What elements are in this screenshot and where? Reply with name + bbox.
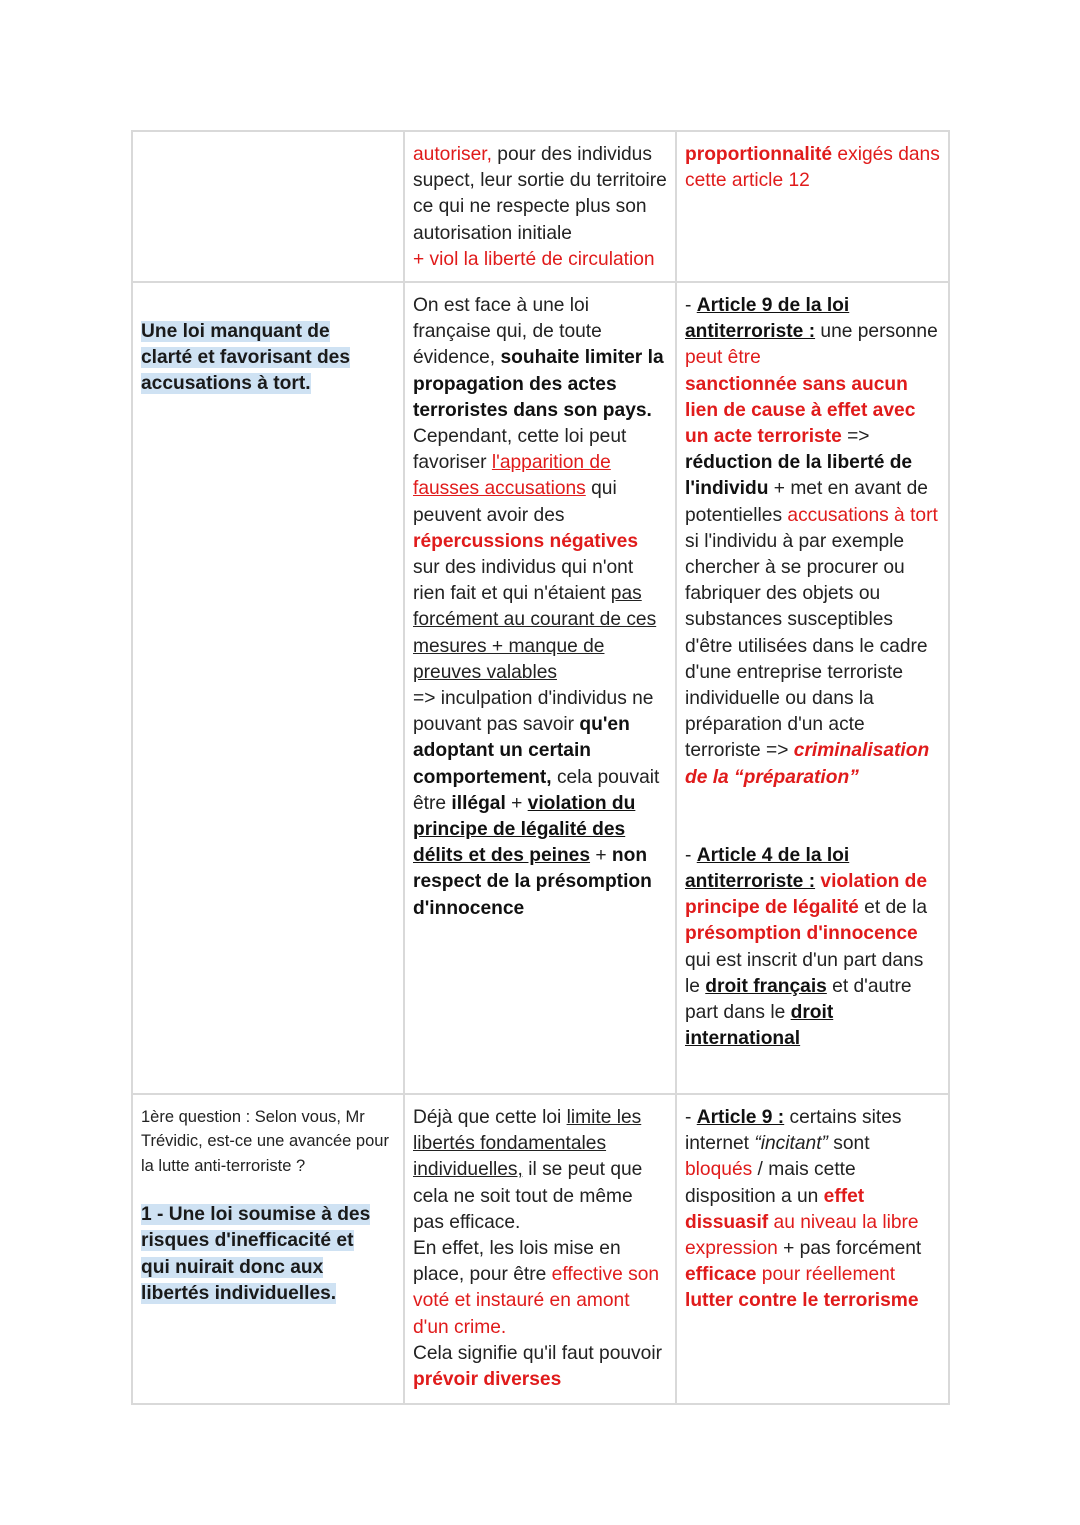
text-fragment: sur des individus qui n'ont rien fait et qui n'étaient xyxy=(413,557,634,605)
text-fragment: Cela signifie qu'il faut pouvoir xyxy=(413,1342,662,1364)
row1-col2-cell xyxy=(404,131,676,282)
text-fragment: proportionnalité xyxy=(685,144,833,165)
text-fragment: certains sites internet xyxy=(685,1107,902,1155)
row3-col1-cell xyxy=(132,1094,404,1404)
text-fragment: Déjà que cette loi xyxy=(413,1107,567,1129)
text-fragment: sont xyxy=(827,1133,870,1155)
text-fragment: + xyxy=(590,845,612,867)
text-fragment: lutter contre le terrorisme xyxy=(685,1290,919,1312)
text-fragment: Cependant, cette loi peut favoriser xyxy=(413,426,627,474)
row2-col1-cell xyxy=(132,282,404,1094)
text-fragment: répercussions négatives xyxy=(413,530,639,552)
text-fragment: au niveau la libre expression xyxy=(685,1211,919,1260)
text-fragment: et de la xyxy=(858,897,928,919)
text-fragment: - xyxy=(685,295,697,317)
text-fragment: effet dissuasif xyxy=(685,1185,865,1233)
text-fragment: On est face à une loi française qui, de toute évidence, xyxy=(413,295,602,369)
text-fragment: une personne xyxy=(815,321,938,343)
text-fragment: droit international xyxy=(685,1002,834,1050)
row2-col2-cell xyxy=(404,282,676,1094)
text-fragment: criminalisation de la “préparation” xyxy=(685,740,930,788)
section-heading: clarté et favorisant des xyxy=(141,347,351,369)
text-fragment: si l'individu à par exemple chercher à se procurer ou fabriquer des objets ou substances susceptibles d'être utilisées dans le cadre d'une entreprise terroriste individuelle ou dans la préparation d'un acte terroriste => xyxy=(685,530,928,762)
question-text: 1ère question : Selon vous, Mr Trévidic, est-ce une avancée pour la lutte anti-terroriste ? xyxy=(141,1108,389,1175)
section-heading: 1 - Une loi soumise à des xyxy=(141,1204,371,1226)
text-fragment: peut être xyxy=(685,347,761,369)
table-row xyxy=(132,282,949,1094)
text-fragment: qu'en adoptant un certain comportement, xyxy=(413,714,630,788)
row1-col1-cell xyxy=(132,131,404,282)
text-fragment: non respect de la présomption d'innocence xyxy=(413,845,652,919)
text-fragment: efficace xyxy=(685,1264,757,1286)
text-fragment: qui est inscrit d'un part dans le xyxy=(685,949,924,997)
text-fragment: => inculpation d'individus ne pouvant pas savoir xyxy=(413,688,654,736)
text-fragment: l'apparition de fausses accusations xyxy=(413,452,611,500)
text-fragment: / mais cette disposition a un xyxy=(685,1159,856,1207)
text-fragment: - xyxy=(685,844,697,866)
table-row xyxy=(132,1094,949,1404)
text-fragment: + xyxy=(505,792,528,814)
text-fragment: qui peuvent avoir des xyxy=(413,478,617,526)
text-fragment: autoriser, xyxy=(413,144,492,165)
text-fragment: effective son voté et instauré en amont d'un crime. xyxy=(413,1264,660,1338)
text-fragment: bloqués xyxy=(685,1159,753,1181)
section-heading: risques d'inefficacité et xyxy=(141,1230,354,1252)
text-fragment: limite les libertés fondamentales individuelles, xyxy=(413,1107,642,1181)
text-fragment: droit français xyxy=(705,975,827,997)
text-fragment: présomption d'innocence xyxy=(685,923,918,945)
text-fragment: Article 9 : xyxy=(696,1107,785,1129)
text-fragment: pour des individus supect, leur sortie du territoire ce qui ne respecte plus son autorisation initiale xyxy=(413,144,667,244)
text-fragment: il se peut que cela ne soit tout de même pas efficace. xyxy=(413,1159,643,1233)
text-fragment: illégal xyxy=(451,792,506,814)
text-fragment: accusations à tort xyxy=(787,504,938,526)
text-fragment: prévoir diverses xyxy=(413,1369,562,1391)
text-fragment: + met en avant de potentielles xyxy=(685,478,928,526)
row1-col3-cell xyxy=(676,131,949,282)
text-fragment: exigés dans cette article 12 xyxy=(685,144,940,192)
row3-col2-cell xyxy=(404,1094,676,1404)
section-heading: Une loi manquant de xyxy=(141,321,330,343)
text-fragment: cela pouvait être xyxy=(413,766,660,814)
text-fragment: En effet, les lois mise en place, pour être xyxy=(413,1238,621,1286)
text-fragment: souhaite limiter la propagation des actes terroristes dans son pays. xyxy=(413,347,664,421)
row3-col3-cell xyxy=(676,1094,949,1404)
row2-col3-cell xyxy=(676,282,949,1094)
section-heading: accusations à tort. xyxy=(141,373,311,395)
text-fragment: “incitant” xyxy=(754,1133,828,1155)
notes-table xyxy=(131,130,950,1405)
text-fragment: Article 9 de la loi antiterroriste : xyxy=(685,295,850,343)
text-fragment: + pas forcément xyxy=(777,1238,922,1260)
text-fragment: violation de principe de légalité xyxy=(685,871,928,919)
text-fragment: Article 4 de la loi antiterroriste : xyxy=(685,844,850,893)
text-fragment: sanctionnée sans aucun lien de cause à effet avec un acte terroriste xyxy=(685,373,916,448)
text-fragment: pour réellement xyxy=(756,1264,896,1286)
text-fragment: pas forcément au courant de ces mesures + manque de preuves valables xyxy=(413,583,657,683)
section-heading: qui nuirait donc aux xyxy=(141,1256,324,1278)
text-fragment: + viol la liberté de circulation xyxy=(413,248,655,270)
text-fragment: et d'autre part dans le xyxy=(685,975,912,1024)
section-heading: libertés individuelles. xyxy=(141,1282,337,1304)
text-fragment: - xyxy=(685,1107,697,1129)
text-fragment: => xyxy=(841,426,870,448)
table-row xyxy=(132,131,949,282)
text-fragment: violation du principe de légalité des délits et des peines xyxy=(413,792,636,867)
text-fragment: réduction de la liberté de l'individu xyxy=(685,452,913,500)
